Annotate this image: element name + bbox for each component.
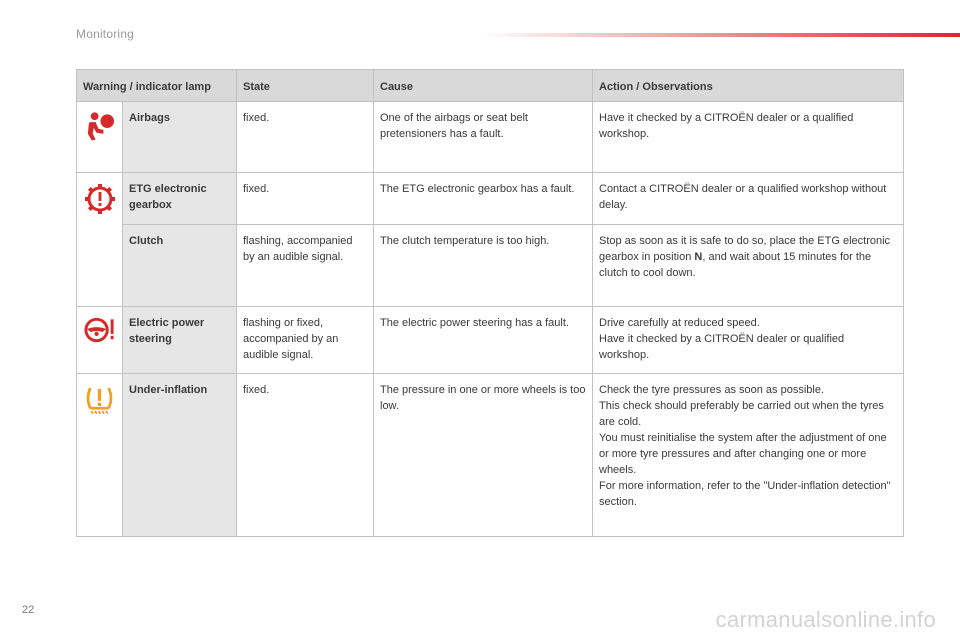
lamp-state: flashing or fixed, accompanied by an audible signal. [237, 307, 374, 374]
lamp-name: Under-inflation [123, 374, 237, 537]
action-text: Stop as soon as it is safe to do so, place the ETG electronic gearbox in position [599, 235, 891, 263]
table-row [77, 173, 904, 225]
lamp-action [593, 102, 904, 173]
action-line: Have it checked by a CITROËN dealer or a qualified workshop. [599, 112, 854, 140]
steering-wheel-warning-icon [83, 315, 116, 345]
header-action: Action / Observations [593, 70, 904, 102]
lamp-state: flashing, accompanied by an audible signal. [237, 225, 374, 307]
lamp-action [593, 173, 904, 225]
table-row [77, 225, 904, 307]
icon-cell [77, 102, 123, 173]
gear-position: N [694, 251, 703, 263]
action-line: Contact a CITROËN dealer or a qualified workshop without delay. [599, 183, 887, 211]
action-text: , and wait about 15 minutes for the clutch to cool down. [599, 251, 872, 279]
warning-lamp-table [76, 69, 904, 537]
lamp-name: ETG electronic gearbox [123, 173, 237, 225]
lamp-cause: One of the airbags or seat belt pretensioners has a fault. [374, 102, 593, 173]
action-line: For more information, refer to the "Under-inflation detection" section. [599, 480, 891, 508]
icon-cell [77, 307, 123, 374]
section-title: Monitoring [76, 27, 135, 41]
lamp-cause: The pressure in one or more wheels is too low. [374, 374, 593, 537]
header-accent-bar [480, 33, 960, 37]
lamp-name: Electric power steering [123, 307, 237, 374]
icon-cell [77, 173, 123, 307]
lamp-cause: The electric power steering has a fault. [374, 307, 593, 374]
lamp-state: fixed. [237, 102, 374, 173]
action-line: Have it checked by a CITROËN dealer or qualified workshop. [599, 333, 845, 361]
action-line: Drive carefully at reduced speed. [599, 317, 760, 329]
tyre-pressure-icon [83, 382, 116, 418]
page-number: 22 [22, 604, 35, 616]
lamp-name: Airbags [123, 102, 237, 173]
lamp-action [593, 374, 904, 537]
header-state: State [237, 70, 374, 102]
lamp-state: fixed. [237, 173, 374, 225]
airbag-icon [83, 110, 116, 142]
action-line: You must reinitialise the system after the adjustment of one or more tyre pressures and after changing one or more wheels. [599, 432, 887, 476]
action-line: Check the tyre pressures as soon as possible. [599, 384, 825, 396]
lamp-action [593, 307, 904, 374]
watermark: carmanualsonline.info [715, 607, 936, 632]
header-warning-lamp: Warning / indicator lamp [77, 70, 237, 102]
lamp-name: Clutch [123, 225, 237, 307]
action-line: This check should preferably be carried out when the tyres are cold. [599, 400, 884, 428]
lamp-state: fixed. [237, 374, 374, 537]
lamp-cause: The ETG electronic gearbox has a fault. [374, 173, 593, 225]
icon-cell [77, 374, 123, 537]
header-cause: Cause [374, 70, 593, 102]
table-header-row [77, 70, 904, 102]
table-row [77, 307, 904, 374]
gearbox-warning-icon [84, 183, 116, 215]
lamp-cause: The clutch temperature is too high. [374, 225, 593, 307]
table-row [77, 374, 904, 537]
table-row [77, 102, 904, 173]
lamp-action [593, 225, 904, 307]
